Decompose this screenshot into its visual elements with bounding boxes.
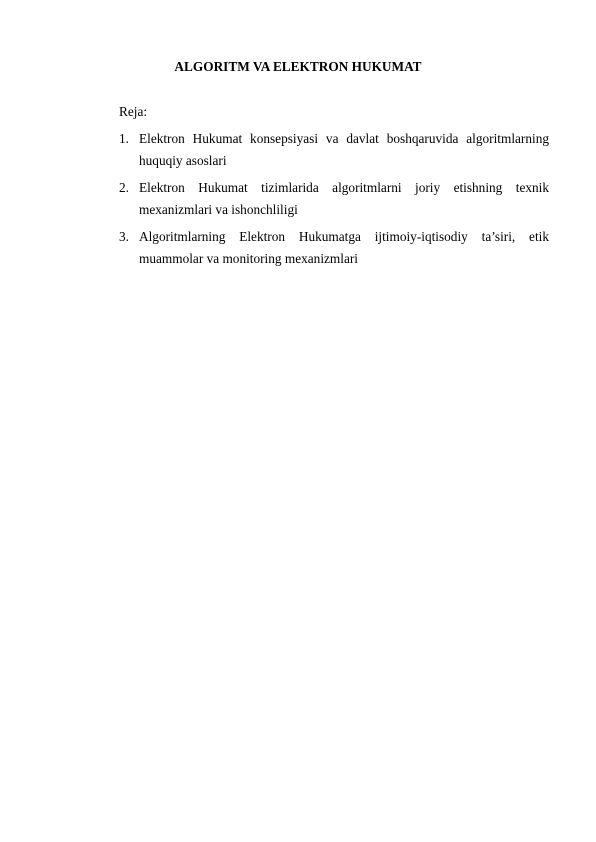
plan-item-3 (119, 226, 549, 270)
plan-item-2 (119, 177, 549, 221)
plan-item-1 (119, 128, 549, 172)
plan-item-number: 2. (119, 180, 129, 195)
plan-item-text-line: huquqiy asoslari (139, 153, 227, 168)
plan-label: Reja: (119, 104, 148, 119)
plan-item-text-line: Elektron Hukumat tizimlarida algoritmlarni joriy etishning texnik (139, 180, 549, 195)
document-title: ALGORITM VA ELEKTRON HUKUMAT (174, 59, 422, 74)
plan-item-text-line: mexanizmlari va ishonchliligi (139, 202, 298, 217)
plan-item-text-line: muammolar va monitoring mexanizmlari (139, 251, 358, 266)
plan-item-text-line: Elektron Hukumat konsepsiyasi va davlat boshqaruvida algoritmlarning (139, 131, 549, 146)
plan-item-text-line: Algoritmlarning Elektron Hukumatga ijtimoiy-iqtisodiy ta’siri, etik (139, 229, 549, 244)
plan-item-number: 1. (119, 131, 129, 146)
plan-list (119, 128, 549, 275)
plan-item-number: 3. (119, 229, 129, 244)
